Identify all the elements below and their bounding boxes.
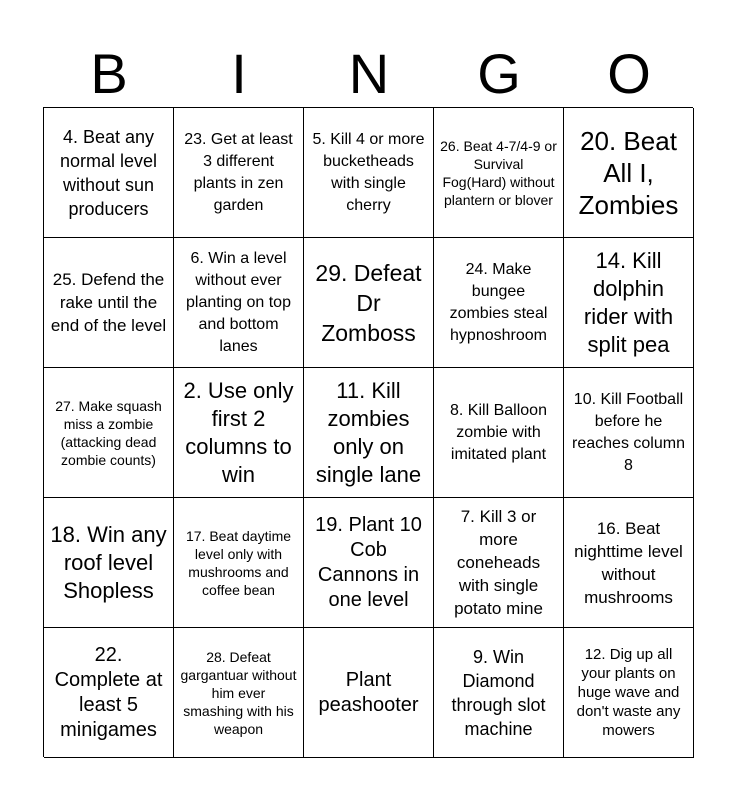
header-letter-i: I	[231, 42, 247, 105]
bingo-cell[interactable]	[564, 498, 694, 628]
header-letter-n: N	[348, 42, 390, 105]
bingo-cell[interactable]	[304, 238, 434, 368]
bingo-cell[interactable]	[434, 498, 564, 628]
cell-text: 9. Win Diamond through slot machine	[451, 646, 546, 739]
bingo-cell[interactable]	[304, 498, 434, 628]
bingo-cell[interactable]	[304, 628, 434, 758]
bingo-cell[interactable]	[44, 238, 174, 368]
bingo-cell[interactable]	[174, 108, 304, 238]
bingo-cell[interactable]	[434, 108, 564, 238]
bingo-cell[interactable]	[564, 368, 694, 498]
bingo-cell[interactable]	[44, 368, 174, 498]
cell-text: 10. Kill Football before he reaches column 8	[572, 390, 685, 474]
bingo-cell[interactable]	[434, 628, 564, 758]
cell-text: 20. Beat All I, Zombies	[578, 125, 679, 220]
cell-text: 22. Complete at least 5 minigames	[54, 643, 163, 741]
header-letter-g: G	[477, 42, 521, 105]
cell-text: 7. Kill 3 or more coneheads with single potato mine	[454, 507, 543, 618]
bingo-cell[interactable]	[44, 628, 174, 758]
cell-text: 16. Beat nighttime level without mushrooms	[574, 518, 683, 607]
cell-text: 5. Kill 4 or more bucketheads with single cherry	[312, 130, 425, 214]
bingo-cell[interactable]	[304, 368, 434, 498]
cell-text: 11. Kill zombies only on single lane	[315, 377, 422, 487]
cell-text: Plant peashooter	[318, 668, 419, 716]
cell-text: 28. Defeat gargantuar without him ever smashing with his weapon	[180, 648, 297, 737]
cell-text: 12. Dig up all your plants on huge wave and don't waste any mowers	[576, 646, 681, 739]
cell-text: 4. Beat any normal level without sun producers	[59, 126, 158, 219]
header-letter-b: B	[90, 42, 128, 105]
bingo-cell[interactable]	[174, 498, 304, 628]
bingo-cell[interactable]	[564, 238, 694, 368]
header-letter-o: O	[607, 42, 651, 105]
bingo-cell[interactable]	[174, 238, 304, 368]
bingo-cell[interactable]	[174, 368, 304, 498]
cell-text: 25. Defend the rake until the end of the level	[50, 270, 167, 335]
cell-text: 2. Use only first 2 columns to win	[183, 377, 294, 487]
bingo-cell[interactable]	[44, 108, 174, 238]
bingo-cell[interactable]	[304, 108, 434, 238]
bingo-header	[44, 40, 694, 108]
cell-text: 17. Beat daytime level only with mushrooms and coffee bean	[185, 527, 292, 598]
cell-text: 26. Beat 4-7/4-9 or Survival Fog(Hard) without plantern or blover	[440, 137, 557, 208]
cell-text: 18. Win any roof level Shopless	[50, 521, 167, 603]
bingo-cell[interactable]	[44, 498, 174, 628]
cell-text: 8. Kill Balloon zombie with imitated plant	[450, 401, 547, 463]
cell-text: 6. Win a level without ever planting on top and bottom lanes	[186, 249, 291, 355]
bingo-cell[interactable]	[564, 108, 694, 238]
bingo-cell[interactable]	[174, 628, 304, 758]
bingo-cell[interactable]	[434, 238, 564, 368]
cell-text: 24. Make bungee zombies steal hypnoshroom	[449, 260, 548, 344]
cell-text: 23. Get at least 3 different plants in zen garden	[184, 130, 293, 214]
cell-text: 27. Make squash miss a zombie (attacking dead zombie counts)	[55, 397, 162, 468]
bingo-cell[interactable]	[434, 368, 564, 498]
cell-text: 14. Kill dolphin rider with split pea	[583, 247, 674, 357]
cell-text: 29. Defeat Dr Zomboss	[315, 259, 422, 346]
bingo-card-grid	[43, 107, 693, 757]
cell-text: 19. Plant 10 Cob Cannons in one level	[315, 513, 422, 611]
bingo-cell[interactable]	[564, 628, 694, 758]
